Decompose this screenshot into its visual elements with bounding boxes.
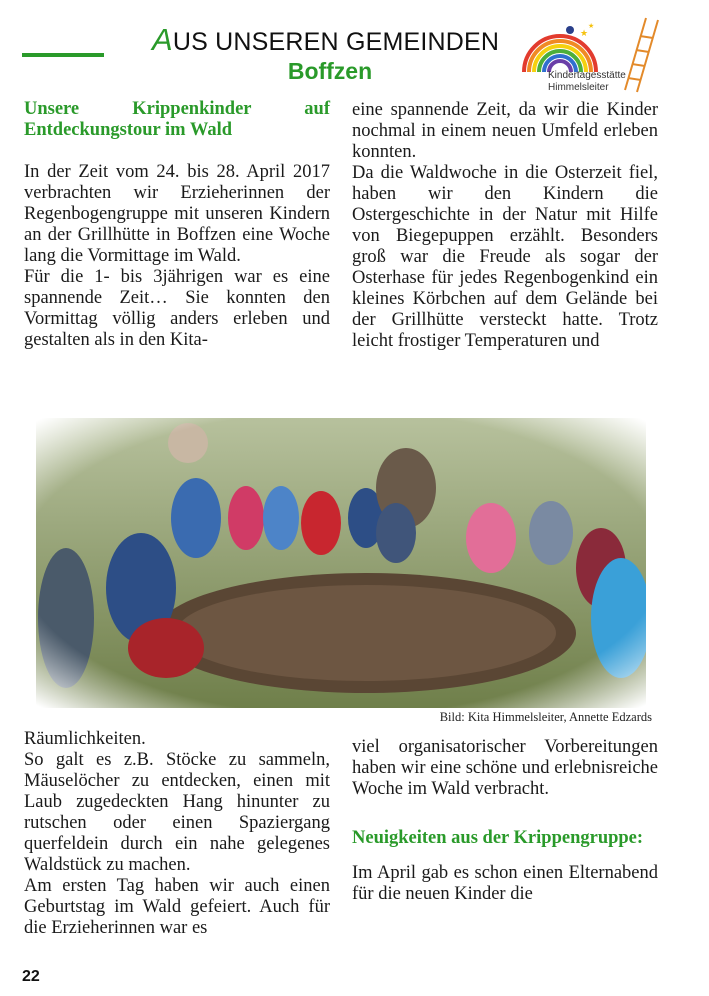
header-rule [22,53,104,57]
article-heading: Unsere Krippenkinder auf Entdeckungstour im Wald [24,99,330,140]
paragraph: Für die 1- bis 3jährigen war es eine spannende Zeit… Sie konnten den Vormittag völlig anders erleben und gestalten als in den Kita- [24,267,330,350]
column-right-bottom [352,737,658,905]
paragraph: eine spannende Zeit, da wir die Kinder nochmal in einem neuen Umfeld erleben konnten. [352,100,658,162]
section-heading: Neuigkeiten aus der Krippengruppe: [352,828,644,848]
paragraph: Am ersten Tag haben wir auch einen Geburtstag im Wald gefeiert. Auch für die Erzieherinnen war es [24,876,330,938]
column-left-bottom [24,729,330,939]
svg-text:★: ★ [580,28,589,38]
paragraph: Im April gab es schon einen Elternabend für die neuen Kinder die [352,863,658,904]
paragraph: Räumlichkeiten. [24,729,146,749]
paragraph: In der Zeit vom 24. bis 28. April 2017 verbrachten wir Erzieherinnen der Regenbogengruppe mit unseren Kindern an der Grillhütte in Boffzen eine Woche lang die Vormittage im Wald. [24,162,330,266]
page-number: 22 [22,968,40,985]
section-title-rest: US UNSEREN GEMEINDEN [172,28,500,56]
logo-text-line2: Himmelsleiter [548,82,609,93]
kita-logo [520,12,660,96]
column-left-top [24,99,330,351]
logo-text-line1: Kindertagesstätte [548,70,626,81]
section-title [152,22,512,58]
group-photo [36,418,646,708]
svg-text:★: ★ [588,22,595,30]
paragraph: Da die Waldwoche in die Osterzeit fiel, haben wir den Kindern die Ostergeschichte in der Natur mit Hilfe von Biegepuppen erzählt. Besonders groß war die Freude als sogar der Osterhase für jedes Regenbogenkind ein kleines Körbchen auf dem Gelände bei der Grillhütte versteckt hatte. Trotz leicht frostiger Temperaturen und [352,163,658,351]
column-right-top [352,100,658,352]
section-subtitle: Boffzen [287,58,373,84]
paragraph: So galt es z.B. Stöcke zu sammeln, Mäuselöcher zu entdecken, einen mit Laub zugedeckten Hang hinunter zu rutschen oder einen Spaziergang querfeldein durch ein nahe gelegenes Waldstück zu machen. [24,750,330,875]
paragraph: viel organisatorischer Vorbereitungen haben wir eine schöne und erlebnisreiche Woche im Wald verbracht. [352,737,658,799]
section-title-initial: A [152,22,173,57]
photo-caption: Bild: Kita Himmelsleiter, Annette Edzards [439,710,652,724]
photo-kids-in-forest-icon [36,418,646,708]
